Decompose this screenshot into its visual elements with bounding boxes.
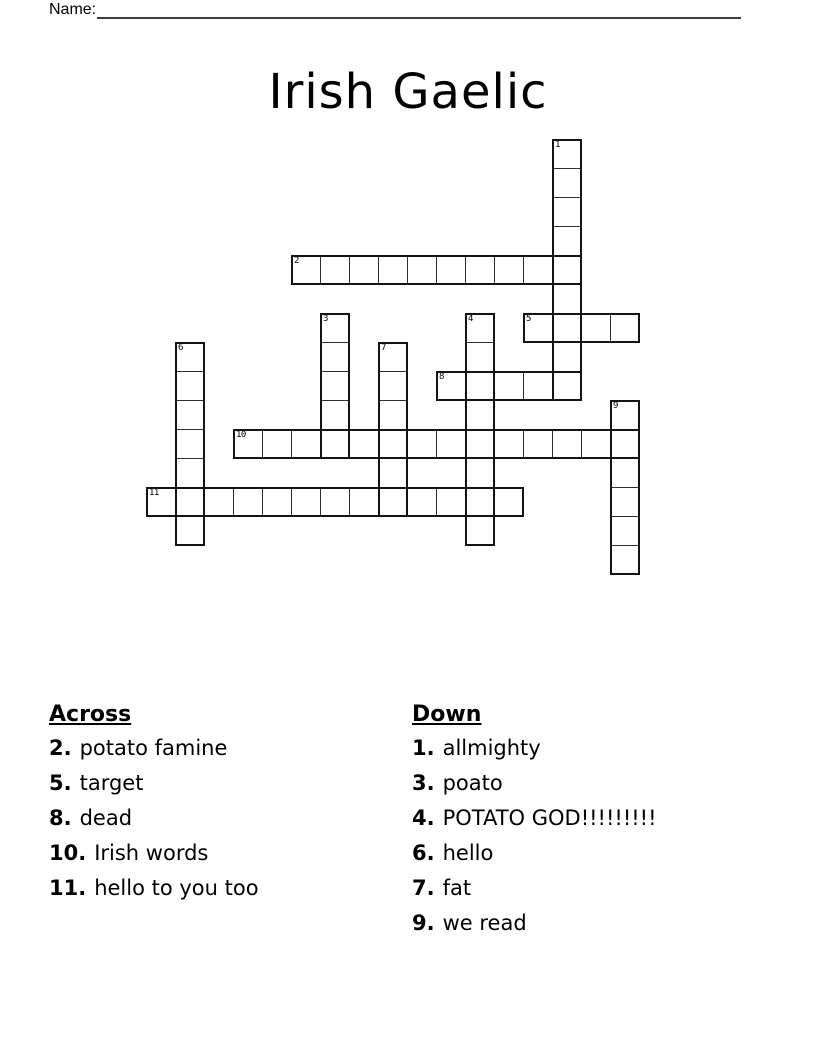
grid-cell <box>320 342 350 372</box>
clue-down-3 <box>412 772 657 795</box>
grid-cell <box>465 458 495 488</box>
clue-across-5 <box>49 772 259 795</box>
grid-cell <box>320 487 350 517</box>
clue-down-9 <box>412 912 657 935</box>
grid-cell <box>552 284 582 314</box>
clue-text: potato famine <box>79 736 228 760</box>
cell-number: 8 <box>439 372 444 382</box>
clue-down-4 <box>412 807 657 830</box>
across-heading: Across <box>49 702 132 727</box>
grid-cell <box>465 255 495 285</box>
grid-cell <box>378 429 408 459</box>
grid-cell <box>610 400 640 430</box>
cell-number: 10 <box>236 430 246 440</box>
clue-text: allmighty <box>442 736 541 760</box>
cell-number: 4 <box>468 314 473 324</box>
grid-cell <box>175 400 205 430</box>
down-heading: Down <box>412 702 482 727</box>
grid-cell <box>552 226 582 256</box>
grid-cell <box>291 429 321 459</box>
grid-cell <box>349 255 379 285</box>
grid-cell <box>378 487 408 517</box>
grid-cell <box>320 313 350 343</box>
grid-cell <box>378 371 408 401</box>
grid-cell <box>465 516 495 546</box>
clue-number: 9. <box>412 911 435 935</box>
clue-text: Irish words <box>94 841 209 865</box>
grid-cell <box>349 487 379 517</box>
clue-text: dead <box>79 806 133 830</box>
clue-across-8 <box>49 807 259 830</box>
grid-cell <box>552 429 582 459</box>
clue-number: 3. <box>412 771 435 795</box>
cell-number: 1 <box>555 140 560 150</box>
grid-cell <box>494 487 524 517</box>
grid-cell <box>494 255 524 285</box>
grid-cell <box>320 255 350 285</box>
grid-cell <box>552 342 582 372</box>
grid-cell <box>523 255 553 285</box>
grid-cell <box>610 487 640 517</box>
grid-cell <box>436 487 466 517</box>
clue-down-6 <box>412 842 657 865</box>
clue-text: hello to you too <box>94 876 259 900</box>
down-clues-section <box>412 702 657 947</box>
grid-cell <box>146 487 176 517</box>
grid-cell <box>378 342 408 372</box>
clue-number: 5. <box>49 771 72 795</box>
grid-cell <box>465 429 495 459</box>
clue-number: 4. <box>412 806 435 830</box>
clue-text: poato <box>442 771 503 795</box>
grid-cell <box>233 429 263 459</box>
grid-cell <box>378 400 408 430</box>
clue-number: 7. <box>412 876 435 900</box>
grid-cell <box>552 197 582 227</box>
grid-cell <box>610 429 640 459</box>
clue-number: 2. <box>49 736 72 760</box>
name-label: Name: <box>49 1 97 18</box>
grid-cell <box>523 429 553 459</box>
grid-cell <box>407 255 437 285</box>
grid-cell <box>175 371 205 401</box>
grid-cell <box>175 458 205 488</box>
cell-number: 9 <box>613 401 618 411</box>
clue-across-11 <box>49 877 259 900</box>
cell-number: 5 <box>526 314 531 324</box>
grid-cell <box>407 487 437 517</box>
clue-number: 6. <box>412 841 435 865</box>
grid-cell <box>465 487 495 517</box>
clue-number: 8. <box>49 806 72 830</box>
grid-cell <box>610 516 640 546</box>
grid-cell <box>175 429 205 459</box>
grid-cell <box>436 255 466 285</box>
grid-cell <box>610 458 640 488</box>
puzzle-title: Irish Gaelic <box>268 64 548 121</box>
cell-number: 11 <box>149 488 159 498</box>
grid-cell <box>349 429 379 459</box>
cell-number: 6 <box>178 343 183 353</box>
grid-cell <box>320 371 350 401</box>
grid-cell <box>378 255 408 285</box>
cell-number: 3 <box>323 314 328 324</box>
grid-cell <box>465 342 495 372</box>
grid-cell <box>378 458 408 488</box>
grid-cell <box>494 371 524 401</box>
clue-down-7 <box>412 877 657 900</box>
across-clues-section <box>49 702 259 912</box>
clue-number: 1. <box>412 736 435 760</box>
grid-cell <box>175 487 205 517</box>
grid-cell <box>552 168 582 198</box>
grid-cell <box>552 313 582 343</box>
crossword-grid <box>146 139 640 575</box>
clue-across-2 <box>49 737 259 760</box>
grid-cell <box>291 487 321 517</box>
name-blank-line <box>97 0 741 19</box>
grid-cell <box>436 371 466 401</box>
grid-cell <box>175 342 205 372</box>
grid-cell <box>494 429 524 459</box>
grid-cell <box>465 371 495 401</box>
clue-text: POTATO GOD!!!!!!!!! <box>442 806 657 830</box>
grid-cell <box>175 516 205 546</box>
grid-cell <box>233 487 263 517</box>
grid-cell <box>523 313 553 343</box>
clue-down-1 <box>412 737 657 760</box>
grid-cell <box>320 429 350 459</box>
clue-number: 10. <box>49 841 87 865</box>
grid-cell <box>436 429 466 459</box>
clue-text: we read <box>442 911 527 935</box>
grid-cell <box>204 487 234 517</box>
cell-number: 2 <box>294 256 299 266</box>
grid-cell <box>262 429 292 459</box>
cell-number: 7 <box>381 343 386 353</box>
grid-cell <box>610 313 640 343</box>
grid-cell <box>610 545 640 575</box>
clue-text: hello <box>442 841 494 865</box>
clue-text: fat <box>442 876 472 900</box>
grid-cell <box>291 255 321 285</box>
grid-cell <box>262 487 292 517</box>
grid-cell <box>465 400 495 430</box>
grid-cell <box>523 371 553 401</box>
grid-cell <box>552 255 582 285</box>
clue-number: 11. <box>49 876 87 900</box>
grid-cell <box>581 313 611 343</box>
grid-cell <box>320 400 350 430</box>
grid-cell <box>552 371 582 401</box>
grid-cell <box>552 139 582 169</box>
clue-across-10 <box>49 842 259 865</box>
clue-text: target <box>79 771 144 795</box>
grid-cell <box>407 429 437 459</box>
grid-cell <box>465 313 495 343</box>
grid-cell <box>581 429 611 459</box>
